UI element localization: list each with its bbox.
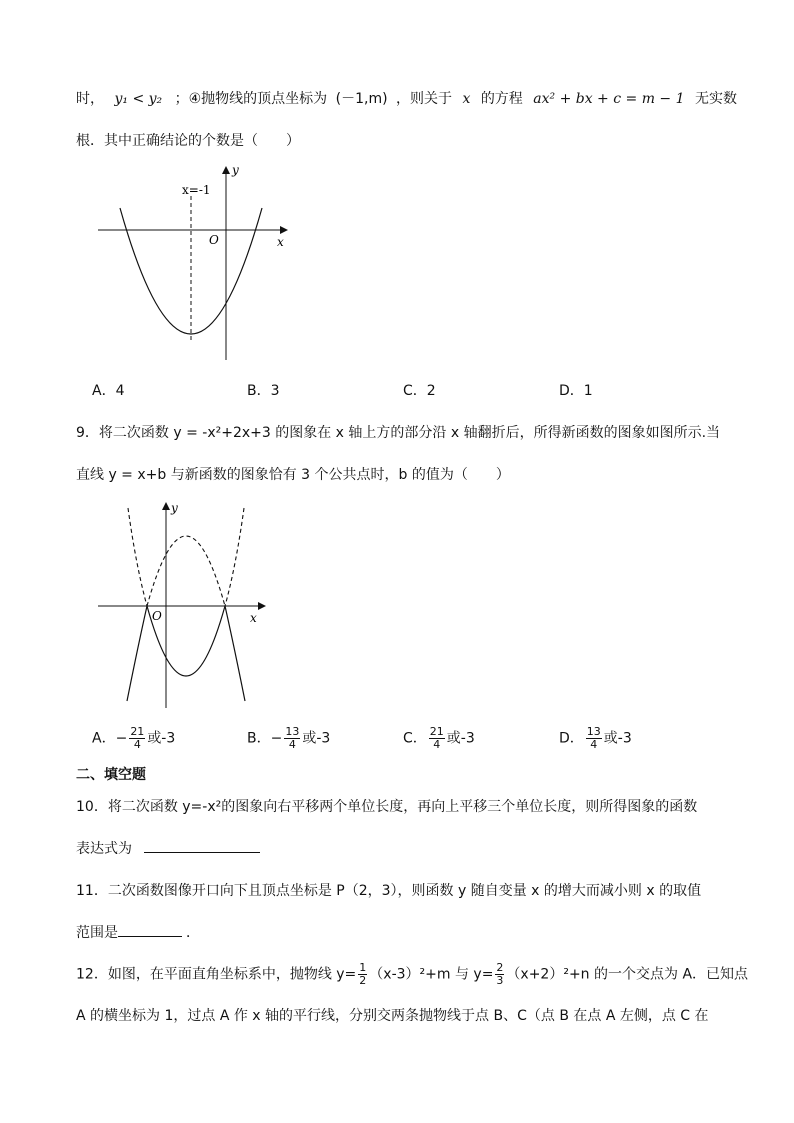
q9-option-d: D． $\frac{13}{4}$ 或-3 <box>559 725 632 751</box>
q9-x-label: x <box>250 611 257 625</box>
q8-x-arrow <box>280 226 288 234</box>
q9-y-label: y <box>171 501 178 515</box>
q9-original-parabola-dashed <box>127 496 247 508</box>
q9-option-b: B．− $\frac{13}{4}$ 或-3 <box>247 725 331 751</box>
q8-option-a: A．4 <box>92 383 125 399</box>
q9-option-a: A．− $\frac{21}{4}$ 或-3 <box>92 725 176 751</box>
q10-line1: 10．将二次函数 y=-x²的图象向右平移两个单位长度，再向上平移三个单位长度，则所得图象的函数 <box>76 799 698 815</box>
q8-origin-label: O <box>209 233 219 247</box>
q9-upper-dashed-curve <box>147 536 225 606</box>
q9-y-arrow <box>162 502 170 510</box>
q12-line2: A 的横坐标为 1，过点 A 作 x 轴的平行线，分别交两条抛物线于点 B、C（点 B 在点 A 左侧，点 C 在 <box>76 1008 709 1024</box>
q9-option-a-fraction: $\frac{21}{4}$ <box>130 725 145 751</box>
q9-origin-label: O <box>152 609 162 623</box>
section-heading-fill-in: 二、填空题 <box>76 767 146 783</box>
q9-graph <box>92 496 272 716</box>
q8-y-label: y <box>232 163 239 177</box>
q10-answer-blank[interactable] <box>144 838 260 853</box>
q9-left-dashed-arm <box>128 508 147 606</box>
q8-dash-label: x=-1 <box>182 183 211 197</box>
q9-right-dashed-arm <box>225 508 244 606</box>
q9-option-c: C． $\frac{21}{4}$ 或-3 <box>403 725 475 751</box>
q9-left-solid-arm <box>127 606 147 701</box>
q9-right-solid-arm <box>225 606 245 701</box>
q9-option-d-fraction: $\frac{13}{4}$ <box>586 725 601 751</box>
q8-x-label: x <box>277 235 284 249</box>
q11-answer-blank[interactable] <box>118 922 182 937</box>
q9-x-arrow <box>258 602 266 610</box>
q9-line2: 直线 y = x+b 与新函数的图象恰有 3 个公共点时，b 的值为（ ） <box>76 467 510 483</box>
q8-option-b: B．3 <box>247 383 280 399</box>
q12-fraction-2: $\frac{2}{3}$ <box>496 961 504 987</box>
q8-y-arrow <box>222 166 230 174</box>
q8-line1: 时， y₁ < y₂ ；④抛物线的顶点坐标为 (－1,m) ，则关于 x 的方程 ax² + bx + c = m − 1 无实数 <box>76 91 737 107</box>
q9-option-c-fraction: $\frac{21}{4}$ <box>429 725 444 751</box>
q10-line2: 表达式为 <box>76 838 260 858</box>
q11-line2: 范围是 ． <box>76 922 200 942</box>
q8-option-c: C．2 <box>403 383 436 399</box>
q8-graph <box>92 160 292 365</box>
q9-option-b-fraction: $\frac{13}{4}$ <box>285 725 300 751</box>
q9-line1: 9．将二次函数 y = -x²+2x+3 的图象在 x 轴上方的部分沿 x 轴翻折后，所得新函数的图象如图所示.当 <box>76 425 721 441</box>
q12-line1: 12．如图，在平面直角坐标系中，抛物线 y= $\frac{1}{2}$ （x-3）²+m 与 y= $\frac{2}{3}$ （x+2）²+n 的一个交点为 A．已知点 <box>76 961 749 987</box>
q8-option-d: D．1 <box>559 383 593 399</box>
q12-fraction-1: $\frac{1}{2}$ <box>359 961 367 987</box>
q11-line1: 11．二次函数图像开口向下且顶点坐标是 P（2，3），则函数 y 随自变量 x 的增大而减小则 x 的取值 <box>76 883 702 899</box>
q8-line2: 根．其中正确结论的个数是（ ） <box>76 133 300 149</box>
